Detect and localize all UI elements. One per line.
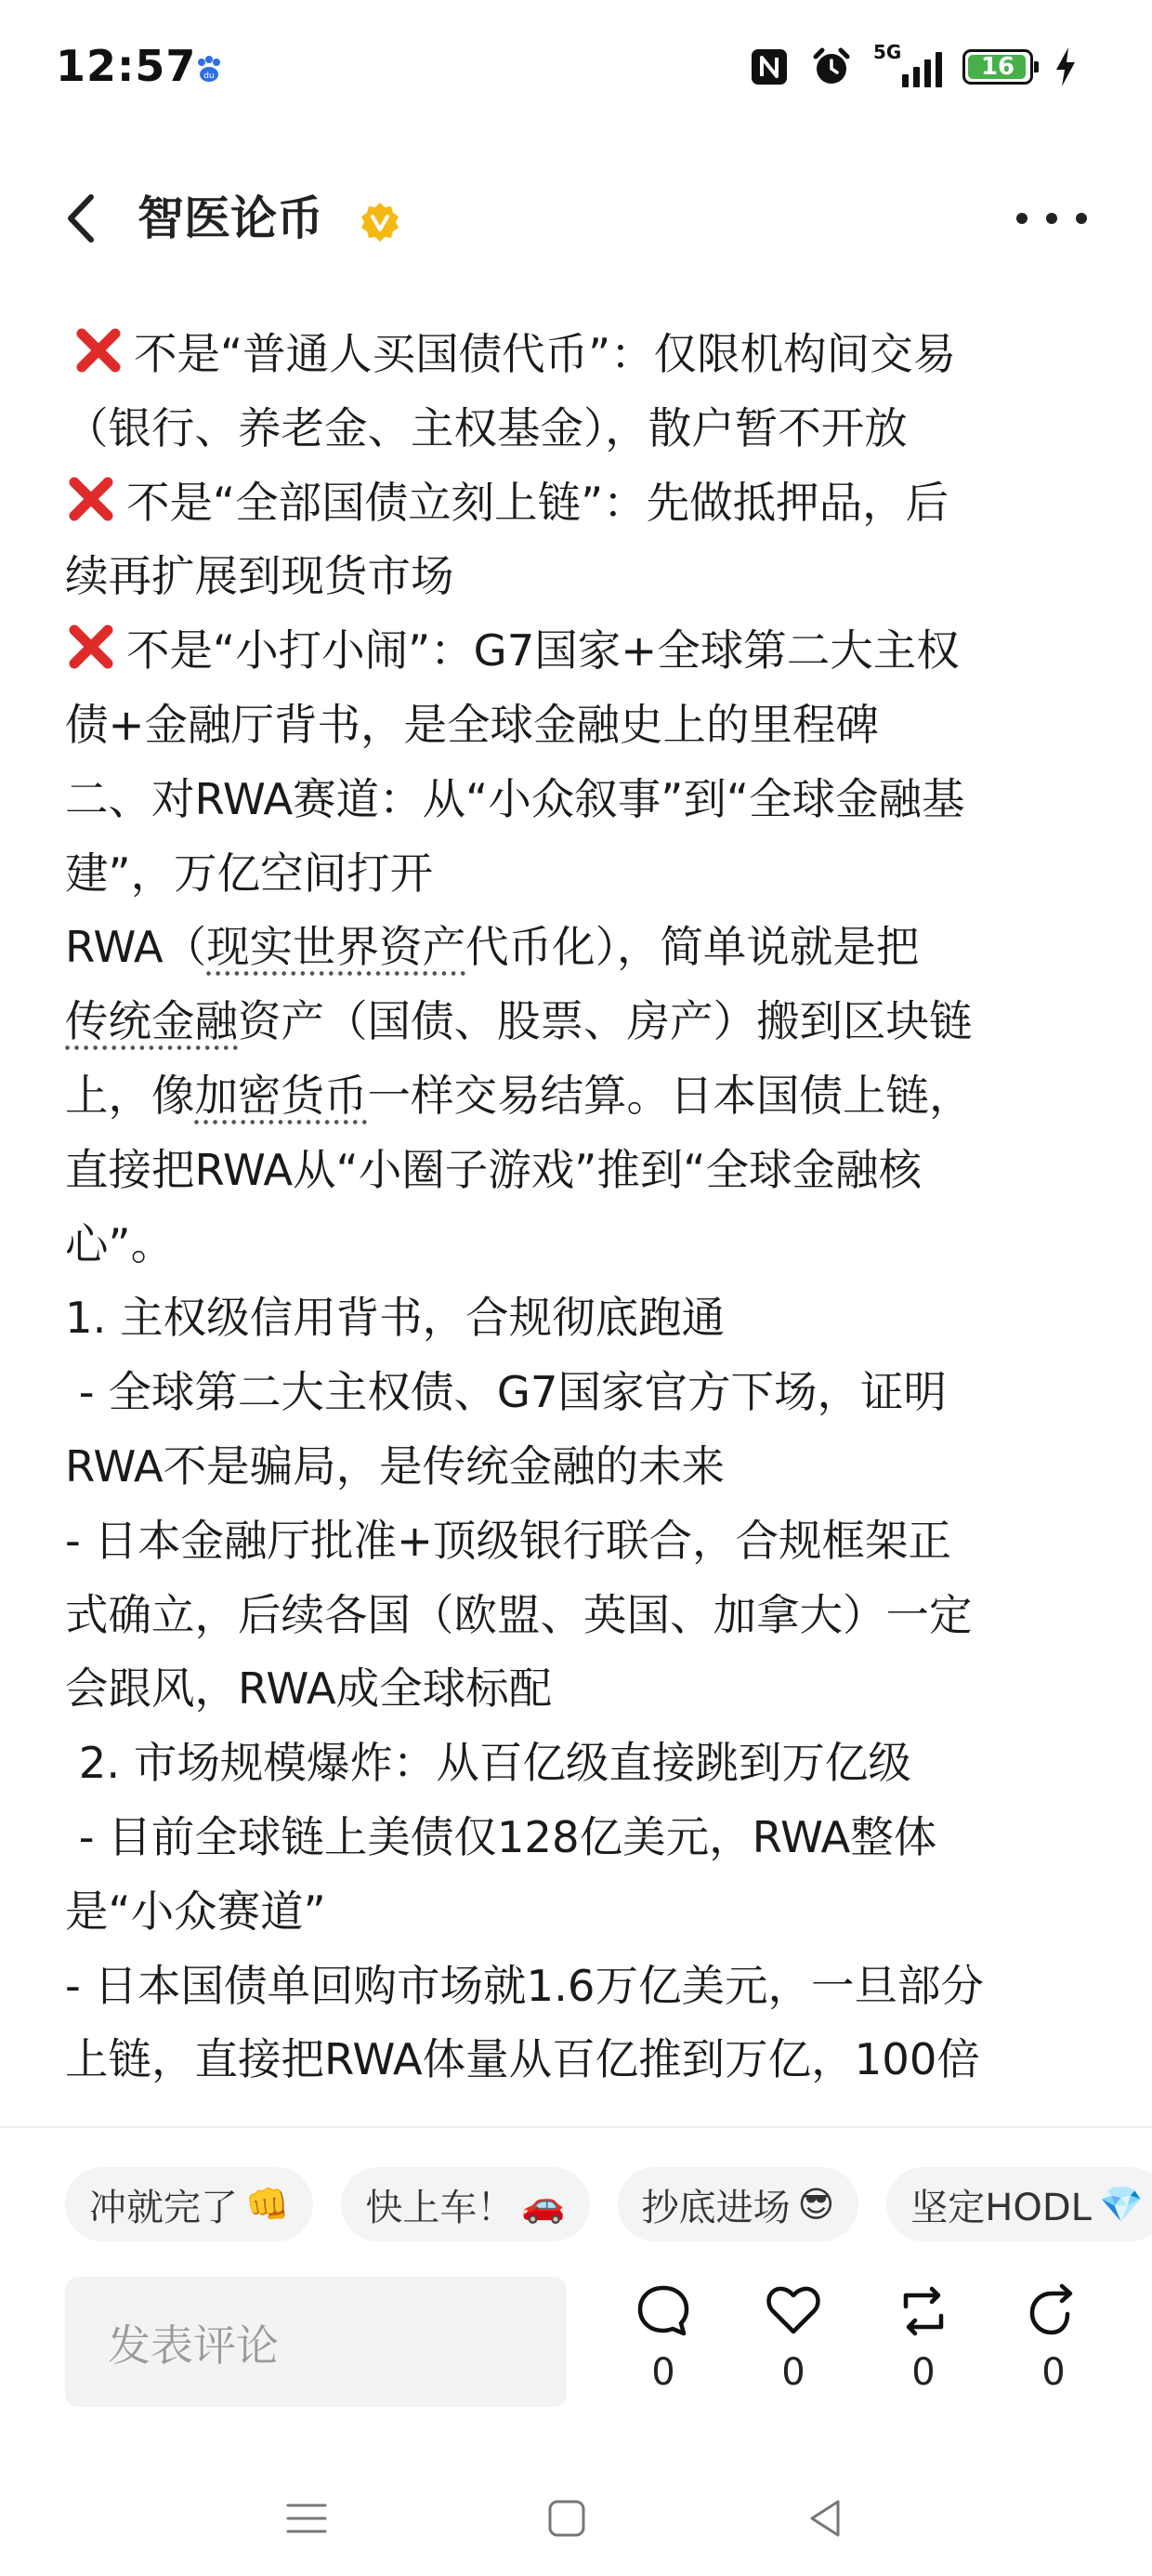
back-triangle-icon[interactable] [799, 2491, 855, 2546]
comment-button[interactable] [626, 2282, 700, 2394]
keyword-link[interactable]: 加密货币 [194, 1070, 368, 1121]
alarm-icon [810, 46, 853, 88]
comment-count: 0 [651, 2351, 675, 2394]
content-line: 上链，直接把RWA体量从百亿推到万亿，100倍 [65, 2034, 980, 2085]
menu-icon[interactable] [279, 2491, 334, 2546]
comment-placeholder: 发表评论 [108, 2320, 279, 2371]
content-line: - 日本国债单回购市场就1.6万亿美元，一旦部分 [65, 1960, 985, 2011]
divider [0, 2126, 1152, 2128]
quick-reply-chip[interactable]: 快上车！ 🚗 [341, 2167, 589, 2241]
content-line: 式确立，后续各国（欧盟、英国、加拿大）一定 [65, 1589, 973, 1640]
network-tag: 5G [873, 41, 902, 63]
section-heading: 二、对RWA赛道：从“小众叙事”到“全球金融基 [65, 773, 965, 824]
content-line: - 全球第二大主权债、G7国家官方下场，证明 [65, 1367, 947, 1418]
baidu-paw-icon [193, 54, 225, 85]
content-line: 2. 市场规模爆炸：从百亿级直接跳到万亿级 [65, 1738, 911, 1789]
quick-reply-chip[interactable]: 坚定HODL 💎 [886, 2167, 1152, 2241]
content-line: 会跟风，RWA成全球标配 [65, 1663, 553, 1715]
content-line: 心”。 [65, 1218, 175, 1269]
keyword-link[interactable]: 现实世界资产 [206, 922, 466, 973]
back-arrow-icon[interactable] [56, 188, 111, 249]
system-nav-bar [0, 2453, 1152, 2576]
heart-icon [765, 2282, 822, 2340]
sunglasses-emoji: 😎 [797, 2184, 835, 2225]
gem-emoji: 💎 [1098, 2183, 1144, 2225]
content-line: 续再扩展到现货市场 [65, 551, 454, 602]
post-content [65, 318, 1096, 2116]
content-line: 1. 主权级信用背书，合规彻底跑通 [65, 1293, 726, 1344]
fist-emoji: 👊 [245, 2183, 290, 2225]
battery-level: 16 [980, 53, 1015, 81]
content-line: 不是“全部国债立刻上链”：先做抵押品，后 [65, 467, 1096, 541]
verified-badge-icon [359, 201, 401, 243]
svg-text:du: du [203, 72, 215, 81]
signal-icon [873, 41, 942, 89]
repost-count: 0 [911, 2351, 936, 2394]
home-square-icon[interactable] [539, 2491, 595, 2546]
nfc-icon [749, 46, 790, 87]
more-icon[interactable] [1016, 204, 1087, 232]
share-icon [1025, 2282, 1082, 2340]
author-name[interactable]: 智医论币 [137, 191, 323, 245]
content-line: RWA不是骗局，是传统金融的未来 [65, 1440, 726, 1492]
content-line: 建”，万亿空间打开 [65, 848, 434, 899]
red-cross-icon [65, 621, 117, 673]
car-emoji: 🚗 [521, 2183, 566, 2225]
content-line: 直接把RWA从“小圈子游戏”推到“全球金融核 [65, 1144, 922, 1195]
content-line: 是“小众赛道” [65, 1886, 326, 1937]
content-line: （银行、养老金、主权基金），散户暂不开放 [65, 402, 908, 453]
content-line: - 目前全球链上美债仅128亿美元，RWA整体 [65, 1811, 937, 1862]
charging-bolt-icon [1054, 46, 1078, 88]
quick-reply-chip[interactable]: 冲就完了 👊 [65, 2167, 313, 2241]
battery-icon [962, 49, 1033, 85]
repost-button[interactable] [886, 2282, 961, 2394]
share-button[interactable] [1016, 2282, 1091, 2394]
content-line: 上，像加密货币一样交易结算。日本国债上链， [65, 1070, 973, 1121]
like-button[interactable] [756, 2282, 831, 2394]
content-line: 不是“普通人买国债代币”：仅限机构间交易 [65, 318, 1096, 392]
app-header [0, 167, 1152, 269]
status-bar [0, 0, 1152, 139]
status-time: 12:57 [56, 41, 197, 91]
share-count: 0 [1041, 2351, 1066, 2394]
content-line: 传统金融资产（国债、股票、房产）搬到区块链 [65, 996, 973, 1047]
content-line: RWA（现实世界资产代币化），简单说就是把 [65, 922, 920, 973]
red-cross-icon [72, 324, 124, 376]
quick-reply-chip[interactable]: 抄底进场 😎 [618, 2167, 859, 2241]
quick-reply-bar [65, 2167, 1152, 2241]
like-count: 0 [781, 2351, 805, 2394]
content-line: 不是“小打小闹”：G7国家+全球第二大主权 [65, 614, 1096, 689]
content-line: 债+金融厅背书，是全球金融史上的里程碑 [65, 699, 879, 750]
red-cross-icon [65, 473, 117, 525]
comment-icon [635, 2282, 692, 2340]
comment-input[interactable] [65, 2277, 567, 2407]
repost-icon [895, 2282, 952, 2340]
keyword-link[interactable]: 传统金融 [65, 996, 238, 1047]
content-line: - 日本金融厅批准+顶级银行联合，合规框架正 [65, 1515, 952, 1566]
